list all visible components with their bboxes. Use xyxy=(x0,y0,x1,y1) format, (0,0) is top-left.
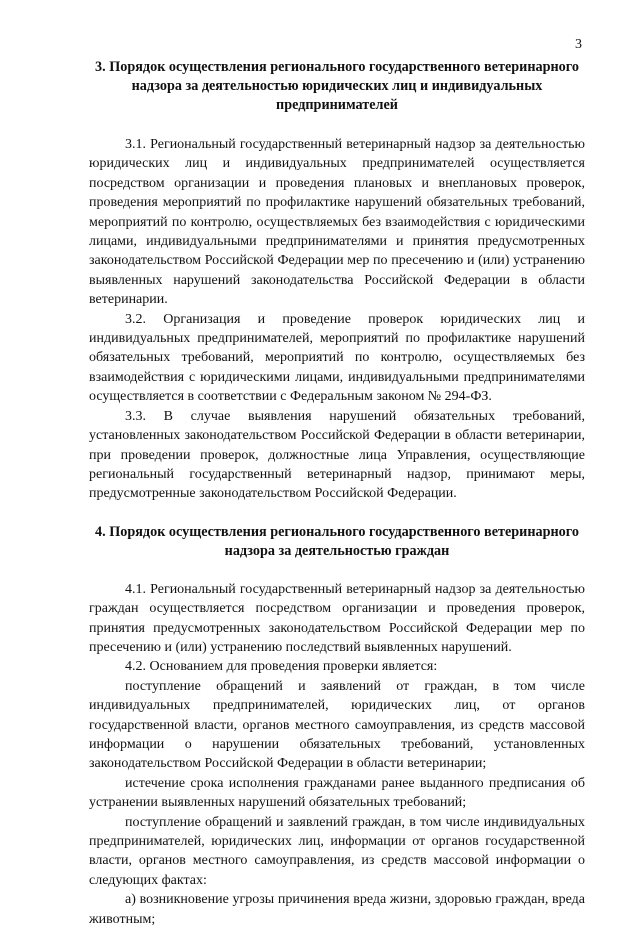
paragraph-4-2: 4.2. Основанием для проведения проверки является: xyxy=(125,659,438,675)
paragraph-4-1: 4.1. Региональный государственный ветеринарный надзор за деятельностью граждан осуществляется посредством организации и проведения проверок, принятия предусмотренных законодательством Российской Федерации мер по пресечению и (или) устранению последствий выявленных нарушений. xyxy=(89,581,585,655)
paragraph-4-2-item-2: истечение срока исполнения гражданами ранее выданного предписания об устранении выявленных нарушений обязательных требований; xyxy=(89,775,585,811)
paragraph-3-1: 3.1. Региональный государственный ветеринарный надзор за деятельностью юридических лиц и индивидуальных предпринимателей осуществляется посредством организации и проведения плановых и внеплановых проверок, проведения мероприятий по профилактике нарушений обязательных требований, мероприятий по контролю, осуществляемых без взаимодействия с юридическими лицами, индивидуальными предпринимателями и принятия предусмотренных законодательством Российской Федерации мер по пресечению и (или) устранению выявленных нарушений законодательства Российской Федерации в области ветеринарии. xyxy=(89,137,585,308)
paragraph-3-3: 3.3. В случае выявления нарушений обязательных требований, установленных законодательством Российской Федерации в области ветеринарии, при проведении проверок, должностные лица Управления, осуществляющие региональный государственный ветеринарный надзор, принимают меры, предусмотренные законодательством Российской Федерации. xyxy=(89,408,585,502)
paragraph-4-2-item-3: поступление обращений и заявлений граждан, в том числе индивидуальных предпринимателей, юридических лиц, информации от органов государственной власти, органов местного самоуправления, из средств массовой информации о следующих фактах: xyxy=(89,814,585,888)
document-body xyxy=(89,58,585,929)
paragraph-4-2-item-a: а) возникновение угрозы причинения вреда жизни, здоровью граждан, вреда животным; xyxy=(89,892,585,927)
paragraph-3-2: 3.2. Организация и проведение проверок юридических лиц и индивидуальных предпринимателей, мероприятий по профилактике нарушений обязательных требований, мероприятий по контролю, осуществляемых без взаимодействия с юридическими лицами, индивидуальными предпринимателями осуществляется в соответствии с Федеральным законом № 294-ФЗ. xyxy=(89,311,585,405)
page-number: 3 xyxy=(575,37,582,52)
paragraph-4-2-item-1: поступление обращений и заявлений от граждан, в том числе индивидуальных предпринимателей, юридических лиц, от органов государственной власти, органов местного самоуправления, из средств массовой информации о нарушении обязательных требований, установленных законодательством Российской Федерации в области ветеринарии; xyxy=(89,678,585,772)
section-3-heading: 3. Порядок осуществления регионального государственного ветеринарного надзора за деятельностью юридических лиц и индивидуальных предпринимателей xyxy=(95,59,579,113)
section-4-heading: 4. Порядок осуществления регионального государственного ветеринарного надзора за деятельностью граждан xyxy=(95,523,579,559)
